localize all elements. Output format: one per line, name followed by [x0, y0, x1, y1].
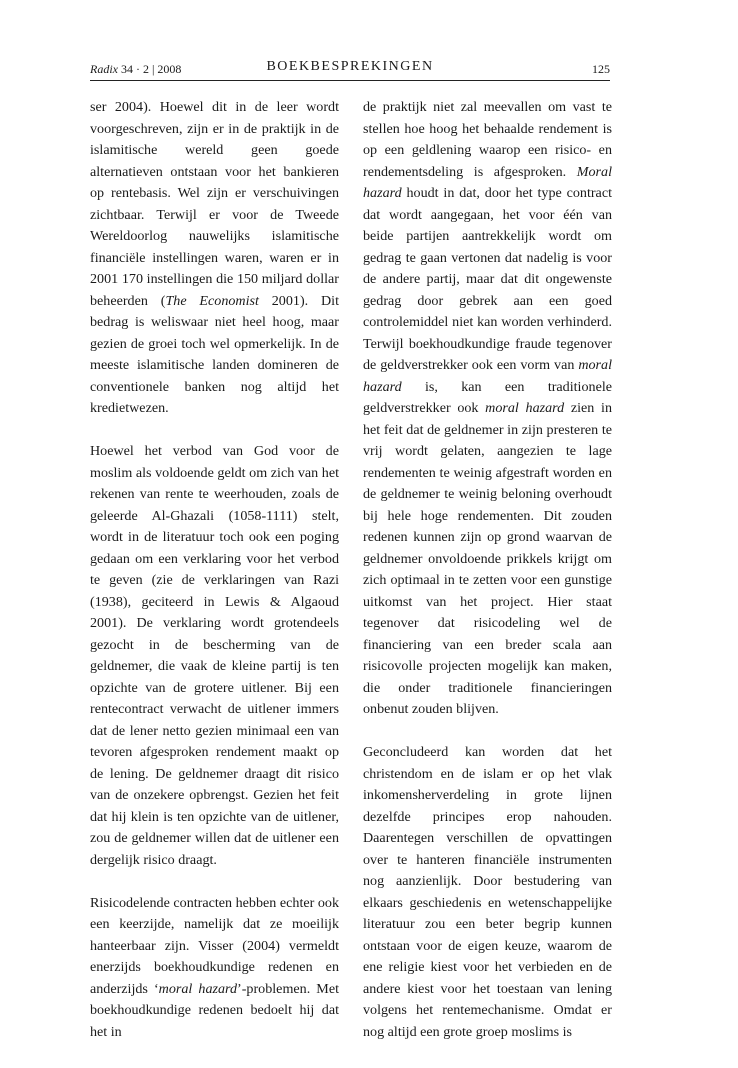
- section-title: BOEKBESPREKINGEN: [266, 59, 434, 74]
- page-number: 125: [592, 62, 610, 76]
- journal-name: Radix: [90, 62, 118, 76]
- left-column: [90, 97, 339, 1043]
- paragraph: ser 2004). Hoewel dit in de leer wordt voorgeschreven, zijn er in de praktijk in de islamitische wereld geen goede alternatieven ontstaan voor het bankieren op rentebasis. Wel zijn er verschuivingen zichtbaar. Terwijl er voor de Tweede Wereldoorlog nauwelijks islamitische financiële instellingen waren, waren er in 2001 170 instellingen die 150 miljard dollar beheerden (The Economist 2001). Dit bedrag is weliswaar niet heel hoog, maar gezien de groei toch wel opmerkelijk. In de meeste islamitische landen domineren de conventionele banken nog altijd het kredietwezen.: [90, 99, 339, 416]
- paragraph: Geconcludeerd kan worden dat het christendom en de islam er op het vlak inkomensherverdeling in grote lijnen dezelfde principes erop nahouden. Daarentegen verschillen de opvattingen over te hanteren financiële instrumenten nog aanzienlijk. Door bestudering van elkaars geschiedenis en wetenschappelijke literatuur zou een beter begrip kunnen ontstaan voor de eigen keuze, waarom de ene religie kiest voor het verbieden en de andere kiest voor het toestaan van lening volgens het rentemechanisme. Omdat er nog altijd een grote groep moslims is: [363, 744, 612, 1040]
- paragraph: de praktijk niet zal meevallen om vast te stellen hoe hoog het behaalde rendement is op een geldlening waarop een risico- en rendementsdeling is afgesproken. Moral hazard houdt in dat, door het type contract dat wordt aangegaan, het voor één van beide partijen aantrekkelijk wordt om gedrag te gaan vertonen dat nadelig is voor de andere partij, maar dat dit ongewenste gedrag door gebrek aan een goed controlemiddel niet kan worden verhinderd. Terwijl boekhoudkundige fraude tegenover de geldverstrekker ook een vorm van moral hazard is, kan een traditionele geldverstrekker ook moral hazard zien in het feit dat de geldnemer in zijn presteren te vrij wordt gelaten, aangezien te lage rendementen te weinig afgestraft worden en de geldnemer te weinig beloning overhoudt bij hele hoge rendementen. Dit zouden redenen kunnen zijn op grond waarvan de geldnemer onvoldoende prikkels krijgt om zich optimaal in te zetten voor een gunstige uitkomst van het project. Hier staat tegenover dat risicodeling wel de financiering van een breder scala aan risicovolle projecten mogelijk kan maken, die onder traditionele financieringen onbenut zouden blijven.: [363, 99, 612, 717]
- italic-term: The Economist: [165, 292, 259, 309]
- paragraph: Hoewel het verbod van God voor de moslim als voldoende geldt om zich van het rekenen van rente te weerhouden, zoals de geleerde Al-Ghazali (1058-1111) stelt, wordt in de literatuur toch ook een poging gedaan om een verklaring voor het verbod te geven (zie de verklaringen van Razi (1938), geciteerd in Lewis & Algaoud 2001). De verklaring wordt grotendeels gezocht in de bescherming van de geldnemer, die vaak de kleine partij is ten opzichte van de grotere uitlener. Bij een rentecontract verwacht de uitlener immers dat de lener netto gezien minimaal een van tevoren afgesproken rendement maakt op de lening. De geldnemer draagt dit risico van de onzekere opbrengst. Gezien het feit dat hij klein is ten opzichte van de uitlener, zou de geldnemer willen dat de uitlener een dergelijk risico draagt.: [90, 443, 339, 868]
- italic-term: moral hazard: [158, 980, 238, 997]
- right-column: [363, 97, 612, 1043]
- issue-info: 34 · 2 | 2008: [121, 62, 182, 76]
- italic-term: Moral hazard: [363, 163, 612, 201]
- italic-term: moral hazard: [363, 357, 612, 395]
- running-head: [90, 58, 610, 81]
- italic-term: moral hazard: [485, 400, 565, 416]
- paragraph: Risicodelende contracten hebben echter ook een keerzijde, namelijk dat ze moeilijk hanteerbaar zijn. Visser (2004) vermeldt enerzijds boekhoudkundige redenen en anderzijds ‘moral hazard’-problemen. Met boekhoudkundige redenen bedoelt hij dat het in: [90, 894, 339, 1040]
